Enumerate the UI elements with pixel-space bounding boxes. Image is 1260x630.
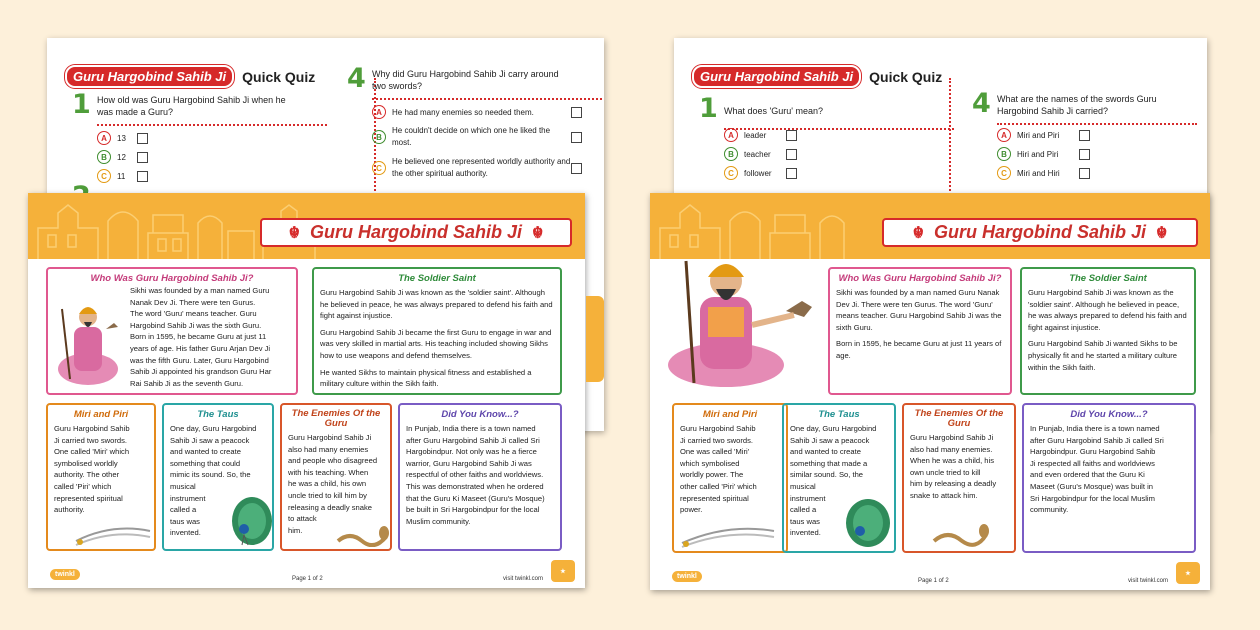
twinkl-logo: twinkl xyxy=(50,569,80,580)
question-text: What does 'Guru' mean? xyxy=(724,106,823,116)
option-label: 13 xyxy=(117,133,126,143)
panel-body: Guru Hargobind Sahib Ji also had many enemies. When he was a child, his own uncle tried to kill him by releasing a deadly snake to attack him. xyxy=(910,433,997,500)
option-label: He couldn't decide on which one he liked the most. xyxy=(392,126,551,147)
panel-miri-piri xyxy=(672,403,788,553)
panel-body: One day, Guru Hargobind Sahib Ji saw a peacock and wanted to create something that made a similar sound. So, the musical instrument called a taus was invented. xyxy=(790,424,877,538)
panel-heading: Did You Know...? xyxy=(441,409,519,420)
khanda-icon: ☬ xyxy=(1156,224,1168,242)
question-text: Why did Guru Hargobind Sahib Ji carry around two swords? xyxy=(372,69,559,91)
khanda-icon: ☬ xyxy=(532,224,544,242)
panel-heading: The Soldier Saint xyxy=(398,273,476,284)
panel-body: One day, Guru Hargobind Sahib Ji saw a peacock and wanted to create something that could mimic its sound. So, the musical instrument called a taus was invented. xyxy=(170,424,257,538)
answer-option[interactable] xyxy=(724,147,797,161)
panel-body: Sikhi was founded by a man named Guru Nanak Dev Ji. There were ten Gurus. The word 'Guru' means teacher. Guru Hargobind Sahib Ji was the sixth Guru. Born in 1595, he became Guru at just 11 years of age. His father Guru Arjan Dev Ji was the fifth Guru. Later, Guru Hargobind Sahib Ji appointed his grandson Guru Har Rai Sahib Ji as the seventh Guru. xyxy=(130,286,272,388)
panel-paragraph: Born in 1595, he became Guru at just 11 years of age. xyxy=(836,339,1002,360)
panel-taus xyxy=(782,403,896,553)
checkbox[interactable] xyxy=(137,152,148,163)
checkbox[interactable] xyxy=(137,171,148,182)
checkbox[interactable] xyxy=(786,168,797,179)
panel-taus xyxy=(162,403,274,551)
quiz-header xyxy=(65,65,315,88)
panel-miri-piri xyxy=(46,403,156,551)
answer-option[interactable] xyxy=(997,128,1090,142)
option-label: Miri and Hiri xyxy=(1017,168,1060,178)
panel-heading: The Soldier Saint xyxy=(1069,273,1147,284)
panel-body: Guru Hargobind Sahib Ji carried two swords. One called 'Miri' which symbolised worldly authority. The other called 'Piri' which represented spiritual authority. xyxy=(54,424,130,515)
badge-icon: ★ xyxy=(1176,562,1200,584)
question-text: What are the names of the swords Guru Hargobind Sahib Ji carried? xyxy=(997,94,1157,116)
badge-icon: ★ xyxy=(551,560,575,582)
swords-illustration xyxy=(72,519,152,549)
panel-body: In Punjab, India there is a town named after Guru Hargobind Sahib Ji called Sri Hargobindpur. Guru Hargobind Sahib Ji respected all faiths and worldviews and even ordered that the Guru Ki Maseet (Guru's Mosque) was built in Sri Hargobindpur for the local Muslim community. xyxy=(1030,424,1164,515)
panel-did-you-know xyxy=(1022,403,1196,553)
panel-paragraph: Guru Hargobind Sahib Ji was known as the 'soldier saint'. Although he believed in peace, he was always prepared to defend his faith and fight against injustice. xyxy=(320,288,553,321)
option-letter: B xyxy=(97,150,111,164)
panel-heading: Did You Know...? xyxy=(1070,409,1148,420)
panel-paragraph: Guru Hargobind Sahib Ji wanted Sikhs to be physically fit and he started a military culture within the Sikh faith. xyxy=(1028,339,1178,372)
panel-soldier-saint xyxy=(1020,267,1196,395)
option-letter: B xyxy=(372,130,386,144)
answer-option[interactable] xyxy=(724,128,797,142)
answer-option[interactable] xyxy=(724,166,797,180)
panel-body: Guru Hargobind Sahib Ji also had many enemies and people who disagreed with his teaching. When he was a child, his own uncle tried to kill him by releasing a deadly snake to attack him. xyxy=(288,433,378,535)
panel-heading: The Taus xyxy=(197,409,239,420)
option-letter: B xyxy=(724,147,738,161)
side-tab xyxy=(586,296,604,382)
peacock-illustration xyxy=(840,497,892,551)
option-label: 11 xyxy=(117,171,126,181)
info-sheet-right xyxy=(650,193,1210,590)
panel-heading: Miri and Piri xyxy=(73,409,129,420)
checkbox[interactable] xyxy=(1079,149,1090,160)
twinkl-logo: twinkl xyxy=(672,571,702,582)
panel-did-you-know xyxy=(398,403,562,551)
footer-url[interactable]: visit twinkl.com xyxy=(1128,578,1169,584)
answer-option[interactable] xyxy=(97,169,148,183)
checkbox[interactable] xyxy=(571,132,582,143)
khanda-icon: ☬ xyxy=(912,224,924,242)
page-number: Page 1 of 2 xyxy=(918,578,949,584)
sheet-title: Guru Hargobind Sahib Ji xyxy=(933,222,1146,242)
panel-body: Guru Hargobind Sahib Ji carried two swords. One was called 'Miri' which symbolised worldly power. The other called 'Piri' which represented spiritual power. xyxy=(680,424,757,515)
panel-paragraph: Guru Hargobind Sahib Ji was known as the 'soldier saint'. Although he believed in peace, he was always prepared to defend his faith and fight against injustice. xyxy=(1028,288,1187,332)
peacock-illustration xyxy=(224,495,272,549)
checkbox[interactable] xyxy=(137,133,148,144)
sheet-title: Guru Hargobind Sahib Ji xyxy=(309,222,522,242)
checkbox[interactable] xyxy=(1079,130,1090,141)
page-number: Page 1 of 2 xyxy=(292,576,323,582)
option-label: He had many enemies so needed them. xyxy=(392,107,534,117)
option-letter: C xyxy=(97,169,111,183)
panel-enemies xyxy=(280,403,392,551)
quiz-subtitle: Quick Quiz xyxy=(869,68,943,85)
option-letter: C xyxy=(372,161,386,175)
answer-option[interactable] xyxy=(997,147,1090,161)
checkbox[interactable] xyxy=(786,130,797,141)
quiz-header xyxy=(692,65,942,88)
option-label: follower xyxy=(744,168,772,178)
quiz-subtitle: Quick Quiz xyxy=(242,68,316,85)
panel-heading: The Enemies Of the Guru xyxy=(291,408,381,429)
option-label: Miri and Piri xyxy=(1017,130,1060,140)
answer-option[interactable] xyxy=(97,131,148,145)
answer-option[interactable] xyxy=(372,156,582,180)
khanda-icon: ☬ xyxy=(288,224,300,242)
panel-enemies xyxy=(902,403,1016,553)
checkbox[interactable] xyxy=(786,149,797,160)
checkbox[interactable] xyxy=(571,107,582,118)
panel-body: In Punjab, India there is a town named after Guru Hargobind Sahib Ji called Sri Hargobindpur. Not only was he a fierce warrior, Guru Hargobind Sahib Ji was respectful of other faiths and worldviews. This was demonstrated when he ordered that the Guru Ki Maseet (Guru's Mosque) be built in Sri Hargobindpur for the local Muslim community. xyxy=(406,424,545,526)
option-label: He believed one represented worldly authority and the other spiritual authority. xyxy=(392,157,571,178)
quiz-title: Guru Hargobind Sahib Ji xyxy=(692,65,861,88)
swords-illustration xyxy=(678,517,778,551)
option-label: leader xyxy=(744,130,767,140)
quiz-title: Guru Hargobind Sahib Ji xyxy=(65,65,234,88)
question-number: 4 xyxy=(972,88,991,119)
answer-option[interactable] xyxy=(372,105,582,119)
divider xyxy=(372,98,602,100)
option-letter: C xyxy=(997,166,1011,180)
answer-option[interactable] xyxy=(372,125,582,149)
sheet-title-box xyxy=(260,218,572,247)
header-band xyxy=(28,193,585,259)
checkbox[interactable] xyxy=(1079,168,1090,179)
info-sheet-left xyxy=(28,193,585,588)
panel-soldier-saint xyxy=(312,267,562,395)
snake-illustration xyxy=(334,517,390,547)
panel-who-was xyxy=(46,267,298,395)
option-label: 12 xyxy=(117,152,126,162)
panel-heading: Who Was Guru Hargobind Sahib Ji? xyxy=(90,273,254,284)
panel-paragraph: He wanted Sikhs to maintain physical fitness and established a military culture within the Sikh faith. xyxy=(320,367,532,389)
guru-illustration xyxy=(52,289,124,389)
panel-heading: Who Was Guru Hargobind Sahib Ji? xyxy=(838,273,1002,284)
answer-option[interactable] xyxy=(997,166,1090,180)
option-label: Hiri and Piri xyxy=(1017,149,1059,159)
panel-heading: Miri and Piri xyxy=(702,409,758,420)
footer-url[interactable]: visit twinkl.com xyxy=(503,576,544,582)
divider xyxy=(97,124,327,126)
option-letter: A xyxy=(724,128,738,142)
panel-who-was xyxy=(828,267,1012,395)
guru-illustration xyxy=(656,233,826,393)
option-letter: A xyxy=(97,131,111,145)
question-number: 1 xyxy=(699,93,718,124)
panel-heading: The Taus xyxy=(818,409,860,420)
option-letter: B xyxy=(997,147,1011,161)
sheet-title-box xyxy=(882,218,1198,247)
answer-option[interactable] xyxy=(97,150,148,164)
option-letter: A xyxy=(372,105,386,119)
option-letter: A xyxy=(997,128,1011,142)
question-number: 1 xyxy=(72,89,91,120)
option-label: teacher xyxy=(744,149,771,159)
checkbox[interactable] xyxy=(571,163,582,174)
question-text: How old was Guru Hargobind Sahib Ji when he was made a Guru? xyxy=(97,95,286,117)
question-number: 4 xyxy=(347,63,366,94)
panel-paragraph: Sikhi was founded by a man named Guru Nanak Dev Ji. There were ten Gurus. The word 'Guru' means teacher. Guru Hargobind Sahib Ji was the sixth Guru. xyxy=(836,288,1002,332)
option-letter: C xyxy=(724,166,738,180)
panel-heading: The Enemies Of the Guru xyxy=(914,408,1004,429)
snake-illustration xyxy=(930,513,990,547)
divider xyxy=(997,123,1197,125)
panel-paragraph: Guru Hargobind Sahib Ji became the first Guru to engage in war and was very skilled in martial arts. His teaching included showing Sikhs how to use weapons and defend themselves. xyxy=(320,327,552,360)
